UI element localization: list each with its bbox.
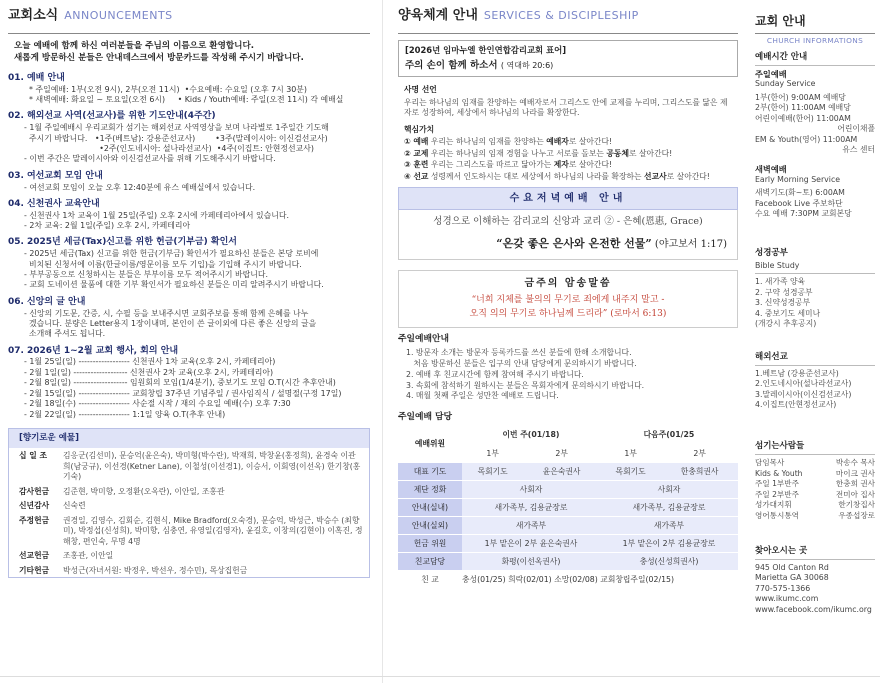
staff-name: 한기창집사 xyxy=(838,500,875,510)
staff-row xyxy=(755,490,875,501)
duty-row xyxy=(398,535,738,553)
offering-label: 선교헌금 xyxy=(19,551,50,561)
duty-sub: 2부 xyxy=(523,445,600,463)
announcements-header xyxy=(8,8,370,34)
offering-names: 김응군(김선미), 문승억(윤은숙), 박미형(박수란), 박재희, 박창윤(홍정희), 윤경숙 이관희(남궁규), 이선경(Ketner Lane), 이철성(이선경1), 이승서, 이회영(이선옥) 한기창(홍기숙) xyxy=(63,451,361,482)
bible-study-item: (개강시 추후공지) xyxy=(755,319,817,329)
duty-cell: 사회자 xyxy=(462,481,600,499)
announcement-line: - 부부공동으로 신청하시는 분들은 부부이름 모두 적어주시기 바랍니다. xyxy=(24,269,268,279)
offering-row xyxy=(9,548,369,563)
bible-study-heading: 성경공부 xyxy=(755,247,788,258)
core-value-name: ③ 훈련 xyxy=(404,160,429,170)
announcement-heading: 여선교회 모임 안내 xyxy=(26,170,103,181)
duty-cell: 1부 맡은이 2부 김용균장로 xyxy=(600,535,738,553)
announcement-item xyxy=(8,237,370,290)
offering-row xyxy=(9,484,369,499)
memory-verse-box xyxy=(398,270,738,328)
announcement-title xyxy=(8,171,370,183)
dawn-time: 수요 예배 7:30PM 교회본당 xyxy=(755,209,852,219)
offering-row xyxy=(9,513,369,549)
intro-line: 오늘 예배에 함께 하신 여러분들을 주님의 이름으로 환영합니다. xyxy=(14,41,255,51)
announcement-number: 01. xyxy=(8,72,24,83)
core-value-name: ④ 선교 xyxy=(404,171,429,181)
announcement-line: - 2025년 세금(Tax) 신고를 위한 헌금(기부금) 확인서가 필요하신 분들은 본당 로비에 xyxy=(24,249,319,259)
values-heading: 핵심가치 xyxy=(404,124,435,134)
offering-row xyxy=(9,563,369,578)
offering-label: 감사헌금 xyxy=(19,486,50,496)
duty-cell: 새가족부, 김용균장로 xyxy=(600,499,738,517)
bible-study-item: 3. 신약성경공부 xyxy=(755,298,811,308)
bible-study-en: Bible Study xyxy=(755,261,875,275)
staff-role: Kids & Youth xyxy=(755,468,803,478)
dawn-time: 새벽기도(화~토) 6:00AM xyxy=(755,188,845,198)
wednesday-service-box xyxy=(398,210,738,260)
core-value-keyword: 제자 xyxy=(553,160,569,170)
duty-heading: 주일예배 담당 xyxy=(398,412,453,423)
offering-names: 김준현, 박미향, 오정환(오옥란), 이안일, 조홍관 xyxy=(63,486,225,496)
core-value-end: 로 살아간다! xyxy=(629,148,673,158)
motto-year-title: [2026년 임마누엘 한인연합감리교회 표어] xyxy=(405,45,567,55)
announcement-item xyxy=(8,73,370,106)
website-link[interactable]: www.ikumc.com xyxy=(755,594,819,604)
vision-block xyxy=(398,81,738,187)
duty-cell: 충성(신성희권사) xyxy=(600,553,738,571)
announcement-line: - 1월 25일(일) ------------------ 신천권사 1차 교육(오후 2시, 카페테리아) xyxy=(24,357,276,367)
staff-row xyxy=(755,511,875,522)
duty-cell: 화평(이선옥권사) xyxy=(462,553,600,571)
core-value-keyword: 공동체 xyxy=(606,148,629,158)
duty-role: 친교담당 xyxy=(398,553,462,571)
services-header xyxy=(398,8,738,34)
offering-row xyxy=(9,448,369,484)
duty-footer-row xyxy=(398,571,738,589)
church-info-subtitle: CHURCH INFORMATIONS xyxy=(766,36,864,45)
wednesday-verse-ref: (야고보서 1:17) xyxy=(651,238,727,250)
announcement-line: 비치된 신청서에 이름(한글이름/영문이름 모두 기입)을 기입해 주시기 바랍니다. xyxy=(24,259,302,269)
announcement-line: - 신천권사 1차 교육이 1월 25일(주일) 오후 2시에 카페테리아에서 있습니다. xyxy=(24,210,289,220)
announcement-number: 02. xyxy=(8,111,24,122)
core-value xyxy=(404,137,732,148)
offering-label: 신년감사 xyxy=(19,501,50,511)
announcement-body xyxy=(8,85,370,106)
duty-role: 안내(실외) xyxy=(398,517,462,535)
notice-line: 2. 예배 후 친교시간에 함께 참여해 주시기 바랍니다. xyxy=(406,369,584,379)
core-value-text: 성령께서 인도하시는 대로 세상에서 하나님의 나라를 확장하는 xyxy=(428,171,645,181)
duty-footer-text: 충성(01/25) 희락(02/01) 소망(02/08) 교회창립주일(02/15) xyxy=(462,571,738,589)
duty-cell: 새가족부, 김용균장로 xyxy=(462,499,600,517)
motto-box xyxy=(398,40,738,77)
staff-role: 영어통시통역 xyxy=(755,511,800,521)
core-value-text: 우리는 하나님의 임재 경험을 나누고 서로를 돌보는 xyxy=(428,148,607,158)
core-value-keyword: 선교사 xyxy=(644,171,667,181)
announcement-heading: 신앙의 글 안내 xyxy=(26,296,86,307)
announcement-heading: 신천권사 교육안내 xyxy=(26,198,100,209)
church-info-column xyxy=(755,8,875,615)
welcome-intro xyxy=(14,40,368,65)
announcement-item xyxy=(8,171,370,193)
announcement-body xyxy=(8,123,370,165)
staff-row xyxy=(755,500,875,511)
announcement-line: * 새벽예배: 화요일 ~ 토요일(오전 6시) • Kids / Youth예배: 주일(오전 11시) 각 예배실 xyxy=(24,95,344,105)
announcement-item xyxy=(8,346,370,420)
duty-cell: 목회기도 xyxy=(600,463,661,481)
duty-body xyxy=(398,463,738,571)
duty-table xyxy=(398,427,738,590)
duty-row xyxy=(398,481,738,499)
services-column xyxy=(398,8,738,589)
announcement-title xyxy=(8,297,370,309)
staff-name: 우종섭장로 xyxy=(838,511,875,521)
announcement-item xyxy=(8,111,370,164)
services-title: 양육체계 안내 xyxy=(398,8,478,23)
bible-study-item: 4. 중보기도 세미나 xyxy=(755,308,821,318)
duty-row xyxy=(398,499,738,517)
announcement-line: - 2월 15일(일) ------------------ 교회창립 37주년 기념주일 / 권사임직식 / 설명절(구정 17일) xyxy=(24,388,342,398)
core-values xyxy=(404,137,732,182)
wednesday-verse-quote: “온갖 좋은 은사와 온전한 선물” xyxy=(496,236,652,250)
announcement-line: - 교회 도네이션 물품에 대한 기부 확인서가 필요하신 분들은 미리 알려주시기 바랍니다. xyxy=(24,280,324,290)
duty-cell: 1부 맡은이 2부 윤은숙권사 xyxy=(462,535,600,553)
core-value xyxy=(404,160,732,171)
memory-verse-line: 오직 의의 무기로 하나님께 드리라” (로마서 6:13) xyxy=(469,308,667,319)
staff-name: 마이크 권사 xyxy=(835,468,875,478)
announcement-body xyxy=(8,249,370,291)
intro-line: 새롭게 방문하신 분들은 안내데스크에서 방문카드를 작성해 주시기 바랍니다. xyxy=(14,53,304,64)
offering-box xyxy=(8,428,370,578)
sunday-time: 1부(한어) 9:00AM 예배당 xyxy=(755,92,846,102)
mission-heading: 사명 선언 xyxy=(404,85,437,95)
page-fold xyxy=(382,0,383,683)
duty-cell: 한충희권사 xyxy=(661,463,738,481)
wednesday-verse xyxy=(409,237,727,251)
announcement-title xyxy=(8,73,370,85)
memory-verse-line: “너희 지체를 불의의 무기로 죄에게 내주지 말고 - xyxy=(471,295,665,306)
announcement-line: •2주(인도네시아: 설나라선교사) •4주(이집트: 안현정선교사) xyxy=(24,143,314,153)
announcements-title-en: ANNOUNCEMENTS xyxy=(64,9,173,22)
announcement-heading: 예배 안내 xyxy=(26,72,65,83)
announcement-number: 05. xyxy=(8,237,24,248)
duty-next-week: 다음주(01/25 xyxy=(600,427,738,445)
announcement-number: 06. xyxy=(8,296,24,307)
staff-role: 주일 1부반주 xyxy=(755,479,799,489)
motto-text: 주의 손이 함께 하소서 xyxy=(405,59,498,71)
announcement-body xyxy=(8,183,370,193)
staff-list xyxy=(755,458,875,522)
notice-line: 4. 매월 첫째 주일은 성만찬 예배로 드립니다. xyxy=(406,391,559,401)
notice-line: 1. 방문자 소개는 방문자 등록카드를 쓰신 분들에 한해 소개합니다. xyxy=(406,348,632,358)
duty-row xyxy=(398,517,738,535)
announcement-line: * 주일예배: 1부(오전 9시), 2부(오전 11시) •수요예배: 수요일 (오후 7시 30분) xyxy=(24,84,307,94)
core-value-end: 로 살아간다! xyxy=(568,137,613,147)
core-value-name: ② 교제 xyxy=(404,148,429,158)
core-value xyxy=(404,149,732,160)
bible-study-list xyxy=(755,277,875,330)
announcement-body xyxy=(8,357,370,420)
announcement-title xyxy=(8,237,370,249)
staff-row xyxy=(755,479,875,490)
announcement-line: - 이번 주간은 말레이시아와 이신검선교사를 위해 기도해주시기 바랍니다. xyxy=(24,154,276,164)
staff-row xyxy=(755,458,875,469)
address-line: 945 Old Canton Rd xyxy=(755,562,829,572)
notice-line: 처음 방문하신 분들은 입구의 안내 담당에게 문의하시기 바랍니다. xyxy=(406,359,637,369)
staff-row xyxy=(755,469,875,480)
core-value-end: 로 살아간다! xyxy=(666,171,710,181)
staff-role: 주일 2부반주 xyxy=(755,489,799,499)
sunday-service-en: Sunday Service xyxy=(755,79,816,89)
offering-rows xyxy=(9,448,369,577)
mission-item: 1.베트남 (강용준선교사) xyxy=(755,368,839,378)
dawn-service-en: Early Morning Service xyxy=(755,174,841,184)
offering-row xyxy=(9,498,369,513)
duty-sub: 2부 xyxy=(661,445,738,463)
staff-name: 한충희 권사 xyxy=(835,479,875,489)
offering-names: 박성근(자녀서원: 박정우, 박선우, 정수민), 목상집헌금 xyxy=(63,565,248,575)
offering-names: 권경일, 김영수, 김회순, 김현식, Mike Bradford(오숙경), 문승억, 박성근, 박승수 (최향미), 박정섭(신성희), 박미향, 심충연, 유영일(김영자), 윤길호, 이창의(김현이) 이혹진, 정해창, 편인숙, 무명 4명 xyxy=(63,515,363,546)
mission-item: 4.이집트(안현정선교사) xyxy=(755,400,837,410)
mission-item: 2.인도네시아(설나라선교사) xyxy=(755,379,852,389)
core-value-text: 우리는 하나님의 임재를 찬양하는 xyxy=(428,137,547,147)
duty-sub: 1부 xyxy=(600,445,661,463)
announcement-number: 04. xyxy=(8,198,24,209)
location-list xyxy=(755,563,875,616)
phone: 770-575-1366 xyxy=(755,583,811,593)
sunday-time: 어린이채플 xyxy=(837,124,875,134)
motto-reference: ( 역대하 20:6) xyxy=(500,60,554,70)
dawn-service-times xyxy=(755,188,875,220)
address-line: Marietta GA 30068 xyxy=(755,573,829,583)
offering-names: 신숙련 xyxy=(63,501,86,511)
announcement-body xyxy=(8,211,370,232)
notice-line: 3. 속회에 참석하기 원하시는 분들은 목회자에게 문의하시기 바랍니다. xyxy=(406,380,645,390)
core-value-keyword: 예배자 xyxy=(546,137,569,147)
memory-verse-heading: 금주의 암송말씀 xyxy=(524,278,612,290)
core-value-end: 로 살아간다! xyxy=(568,160,613,170)
announcement-number: 03. xyxy=(8,170,24,181)
duty-col-head: 예배위원 xyxy=(398,427,462,463)
duty-role: 대표 기도 xyxy=(398,463,462,481)
sunday-service-times xyxy=(755,93,875,156)
duty-footer-label: 친 교 xyxy=(398,571,462,589)
offering-label: 주정헌금 xyxy=(19,515,50,525)
services-title-en: SERVICES & DISCIPLESHIP xyxy=(483,9,639,22)
announcement-list xyxy=(8,73,370,420)
offering-names: 조홍관, 이안일 xyxy=(63,551,114,561)
sunday-time: 유스 센터 xyxy=(842,145,875,155)
duty-cell: 윤은숙권사 xyxy=(523,463,600,481)
core-value-name: ① 예배 xyxy=(404,137,429,147)
duty-role: 제단 정화 xyxy=(398,481,462,499)
announcement-line: - 1월 주일예배시 우리교회가 섬기는 해외선교 사역영상을 보며 나라별로 1주일간 기도해 xyxy=(24,123,329,133)
mission-text: 우리는 하나님의 임재를 찬양하는 예배자로서 그리스도 안에 교제를 누리며, 그리스도를 닮은 제자로 성장하여, 세상에서 하나님의 나라를 확장한다. xyxy=(404,97,728,118)
duty-cell: 새가족부 xyxy=(600,517,738,535)
announcements-column xyxy=(8,8,370,578)
announcements-title: 교회소식 xyxy=(8,8,59,23)
staff-role: 담임목사 xyxy=(755,457,785,467)
announcement-title xyxy=(8,346,370,358)
worship-times-heading: 예배시간 안내 xyxy=(755,52,875,66)
motto xyxy=(405,60,731,72)
announcement-line: 주시기 바랍니다. •1주(베트남): 강용준선교사) •3주(말레이시아: 이신검선교사) xyxy=(24,133,328,143)
sunday-notice-list xyxy=(398,348,738,402)
church-info-title: 교회 안내 xyxy=(755,8,875,34)
announcement-item xyxy=(8,199,370,232)
announcement-number: 07. xyxy=(8,345,24,356)
announcement-heading: 2025년 세금(Tax)신고를 위한 헌금(기부금) 확인서 xyxy=(26,237,237,248)
duty-sub: 1부 xyxy=(462,445,523,463)
sunday-time: EM & Youth(영어) 11:00AM xyxy=(755,134,858,144)
offering-label: 기타헌금 xyxy=(19,565,50,575)
dawn-service-heading: 새벽예배 xyxy=(755,163,787,174)
announcement-line: - 2월 18일(수) ------------------ 사순절 시작 / 재의 수요일 예배(수) 오후 7:30 xyxy=(24,399,291,409)
sunday-service-heading: 주일예배 xyxy=(755,68,787,79)
core-value-text: 우리는 그리스도를 따르고 닮아가는 xyxy=(428,160,554,170)
bottom-rule xyxy=(0,676,880,677)
duty-cell: 목회기도 xyxy=(462,463,523,481)
announcement-body xyxy=(8,309,370,340)
offering-header: [향기로운 예물] xyxy=(9,429,369,448)
announcement-item xyxy=(8,297,370,340)
duty-role: 헌금 위원 xyxy=(398,535,462,553)
announcement-line: - 2월 22일(일) ------------------ 1:1일 양육 O.T(추후 안내) xyxy=(24,409,226,419)
announcement-line: 겠습니다. 분량은 Letter용지 1장이내며, 본인이 쓴 글이외에 다른 좋은 신앙의 글을 xyxy=(24,318,317,328)
sunday-notice-heading: 주일예배안내 xyxy=(398,334,449,345)
announcement-line: 소개해 주셔도 됩니다. xyxy=(24,329,106,339)
bible-study-item: 2. 구약 성경공부 xyxy=(755,287,813,297)
wednesday-topic: 성경으로 이해하는 감리교의 신앙과 교리 ② - 은혜(恩惠, Grace) xyxy=(433,216,703,228)
overseas-mission-heading: 해외선교 xyxy=(755,352,875,366)
announcement-heading: 해외선교 사역(선교사)를 위한 기도안내(4주간) xyxy=(26,111,216,122)
announcement-line: - 신앙의 기도문, 간증, 시, 수필 등을 보내주시면 교회주보를 통해 함께 은혜를 나누 xyxy=(24,308,309,318)
staff-role: 성가대지휘 xyxy=(755,500,792,510)
bible-study-item: 1. 새가족 양육 xyxy=(755,277,806,287)
announcement-line: - 여선교회 모임이 오늘 오후 12:40분에 유스 예배실에서 있습니다. xyxy=(24,182,256,192)
announcement-line: - 2월 8일(일) ------------------- 임원회의 모임(1/4분기), 중보기도 모임 O.T(시간 추후안내) xyxy=(24,378,336,388)
staff-name: 전미아 집사 xyxy=(835,489,875,499)
announcement-title xyxy=(8,111,370,123)
duty-this-week: 이번 주(01/18) xyxy=(462,427,600,445)
duty-row xyxy=(398,463,738,481)
announcement-title xyxy=(8,199,370,211)
facebook-link[interactable]: www.facebook.com/ikumc.org xyxy=(755,604,872,614)
duty-header-row xyxy=(398,427,738,445)
offering-label: 십 일 조 xyxy=(19,451,48,461)
announcement-line: - 2차 교육: 2월 1일(주일) 오후 2시, 카페테리아 xyxy=(24,221,191,231)
overseas-mission-list xyxy=(755,369,875,411)
staff-heading: 섬기는사람들 xyxy=(755,441,875,455)
wednesday-service-band: 수요저녁예배 안내 xyxy=(398,187,738,210)
sunday-time: 어린이예배(한어) 11:00AM xyxy=(755,113,851,123)
sunday-time: 2부(한어) 11:00AM 예배당 xyxy=(755,103,851,113)
duty-role: 안내(실내) xyxy=(398,499,462,517)
announcement-heading: 2026년 1~2월 교회 행사, 회의 안내 xyxy=(26,345,179,356)
dawn-time: Facebook Live 주보하단 xyxy=(755,198,843,208)
duty-row xyxy=(398,553,738,571)
mission-item: 3.말레이시아(이신검선교사) xyxy=(755,389,852,399)
duty-cell: 새가족부 xyxy=(462,517,600,535)
announcement-line: - 2월 1일(일) ------------------- 신천권사 2차 교육(오후 2시, 카페테리아) xyxy=(24,367,274,377)
core-value xyxy=(404,172,732,183)
duty-cell: 사회자 xyxy=(600,481,738,499)
location-heading: 찾아오시는 곳 xyxy=(755,546,875,560)
staff-name: 박송수 목사 xyxy=(835,457,875,467)
